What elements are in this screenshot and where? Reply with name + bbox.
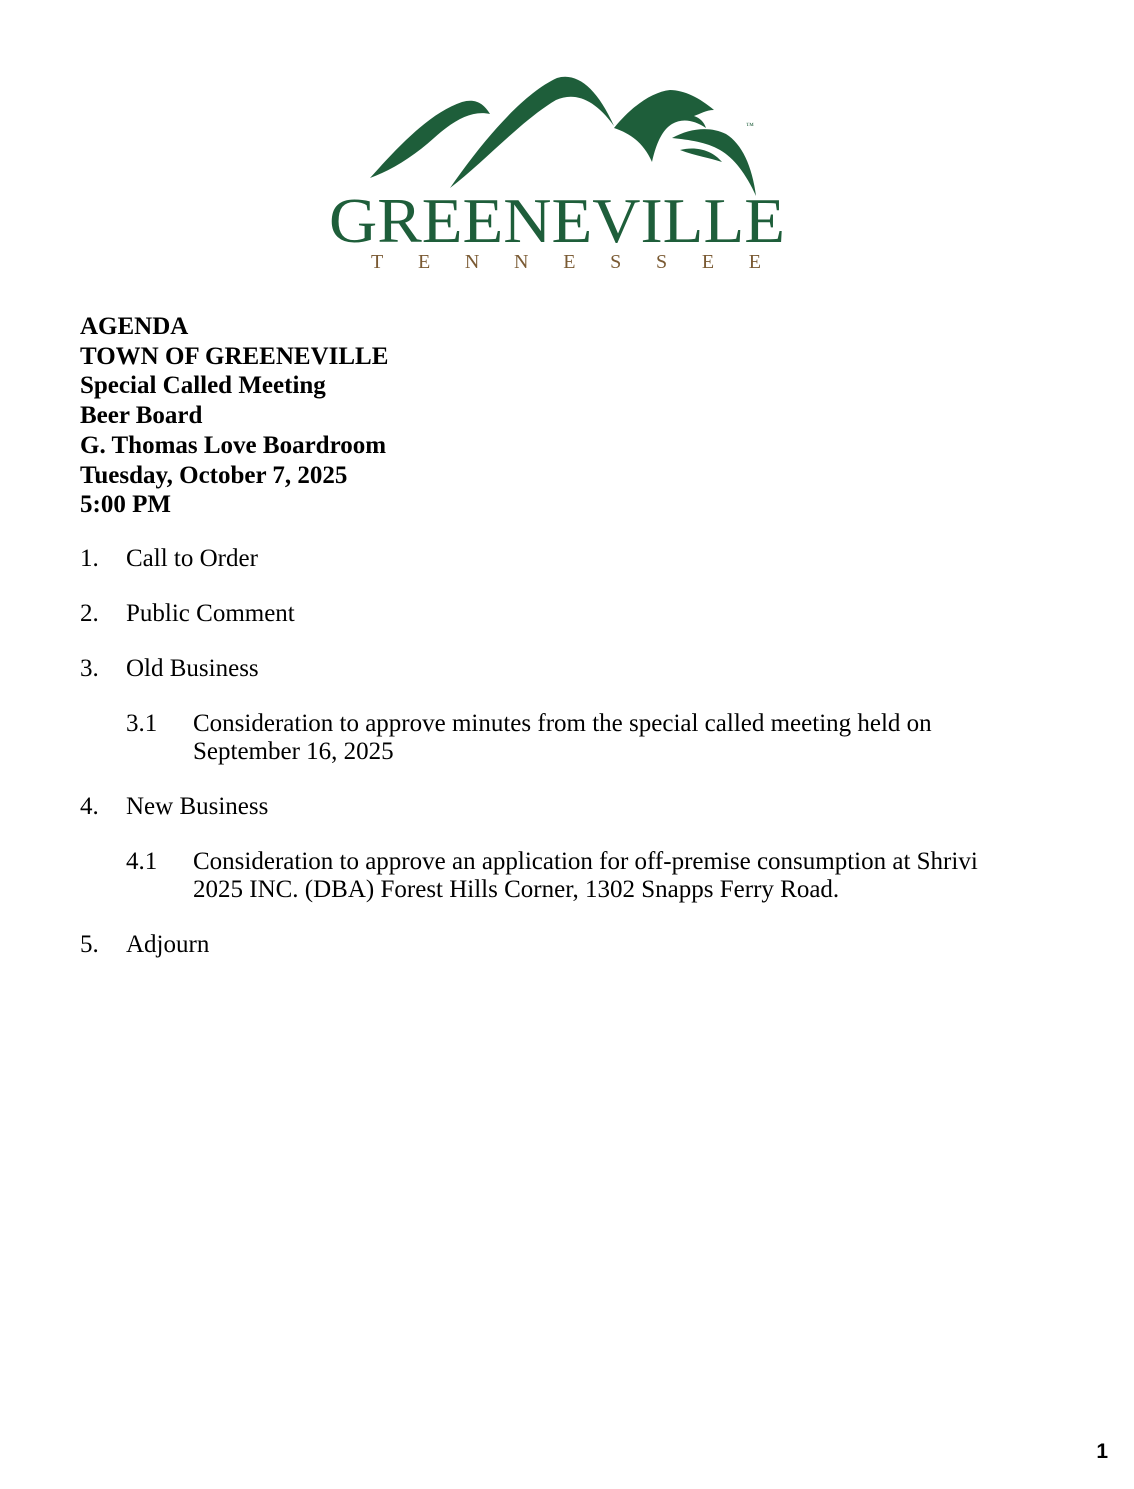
- agenda-item: [80, 600, 1060, 628]
- agenda-item-number: 4.: [80, 793, 99, 820]
- heading-town: TOWN OF GREENEVILLE: [80, 342, 389, 370]
- agenda-item-number: 3.: [80, 655, 99, 682]
- greeneville-logo: [322, 70, 792, 275]
- agenda-item-label: Old Business: [126, 655, 259, 682]
- heading-location: G. Thomas Love Boardroom: [80, 431, 387, 459]
- agenda-item-number: 2.: [80, 600, 99, 627]
- logo-wordmark-tennessee: TENNESSEE: [371, 251, 761, 273]
- agenda-item-label: New Business: [126, 793, 269, 820]
- heading-title: AGENDA: [80, 313, 189, 340]
- agenda-item-number: 1.: [80, 545, 99, 572]
- agenda-item: [80, 931, 1060, 959]
- agenda-item-label: Adjourn: [126, 931, 210, 958]
- eagle-feather: [680, 149, 722, 163]
- logo-wordmark-greeneville: GREENEVILLE: [329, 185, 785, 256]
- page-number: 1: [1096, 1440, 1108, 1463]
- heading-date: Tuesday, October 7, 2025: [80, 461, 348, 489]
- heading-board: Beer Board: [80, 402, 203, 430]
- agenda-item: [80, 545, 1060, 573]
- agenda-subitem-text: Consideration to approve minutes from the special called meeting held on September 16, 2025: [193, 710, 932, 765]
- agenda-item-label: Call to Order: [126, 545, 258, 572]
- heading-time: 5:00 PM: [80, 491, 171, 519]
- agenda-item-label: Public Comment: [126, 600, 295, 627]
- heading-meeting-type: Special Called Meeting: [80, 372, 326, 400]
- agenda-list: [80, 545, 1060, 986]
- agenda-subitem: [126, 848, 1060, 904]
- agenda-item-number: 5.: [80, 931, 99, 958]
- agenda-item: [80, 793, 1060, 821]
- agenda-subitem-text: Consideration to approve an application for off-premise consumption at Shrivi 2025 INC. (DBA) Forest Hills Corner, 1302 Snapps Ferry Road.: [193, 848, 978, 903]
- agenda-subitem-number: 4.1: [126, 848, 158, 875]
- trademark-mark: ™: [746, 121, 754, 130]
- mountain-ridge-center: [450, 77, 614, 188]
- agenda-subitem-number: 3.1: [126, 710, 158, 737]
- agenda-subitem: [126, 710, 1060, 766]
- greeneville-logo-graphic: [322, 70, 792, 275]
- agenda-item: [80, 655, 1060, 683]
- agenda-heading: [80, 312, 780, 520]
